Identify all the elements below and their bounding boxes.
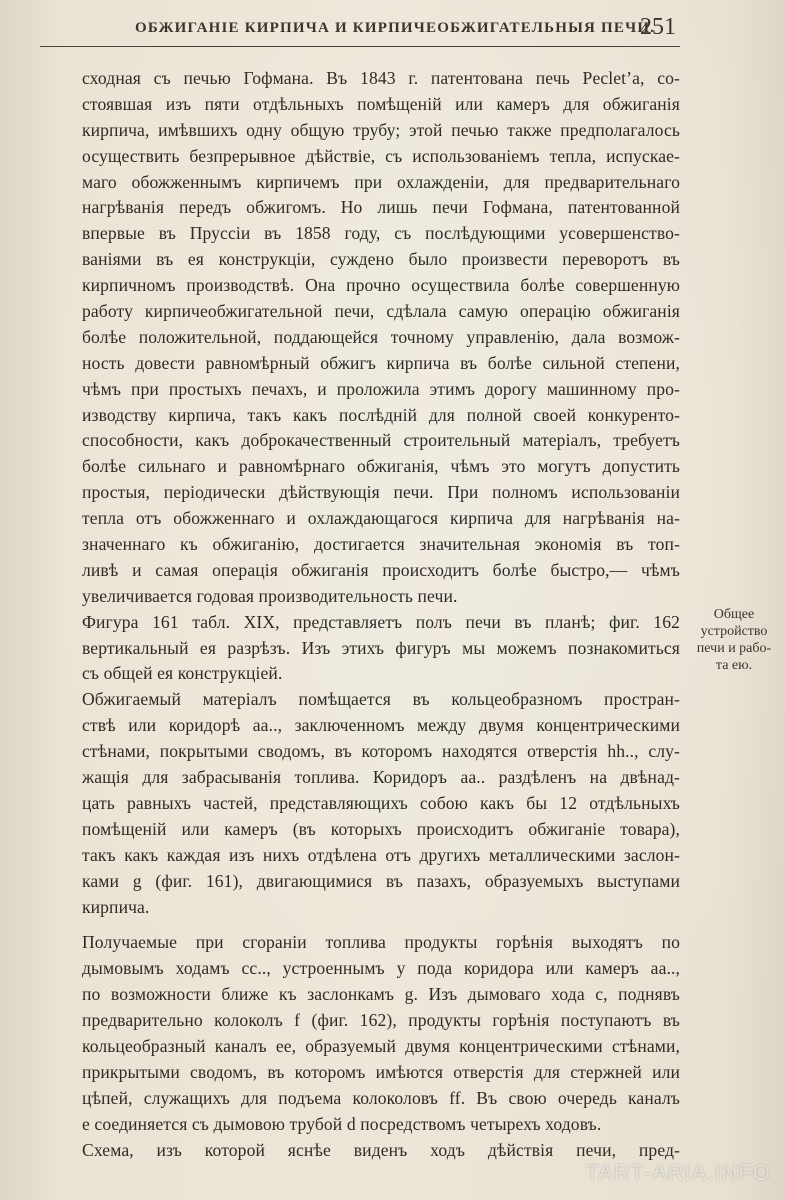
paragraph <box>82 687 680 920</box>
text-line: ваніями въ ея конструкціи, суждено было произвести переворотъ въ <box>82 249 680 270</box>
text-line: вертикальный ея разрѣзъ. Изъ этихъ фигуръ мы можемъ познакомиться <box>82 637 680 658</box>
text-line: такъ какъ каждая изъ нихъ отдѣлена отъ другихъ металлическими заслон- <box>82 844 680 865</box>
text-line: по возможности ближе къ заслонкамъ g. Изъ дымоваго хода c, поднявъ <box>82 984 680 1005</box>
margin-note-line: Общее <box>713 607 755 622</box>
running-header <box>40 12 680 47</box>
text-line: простыя, періодически дѣйствующія печи. При полномъ использованіи <box>82 482 680 503</box>
text-line: впервые въ Пруссіи въ 1858 году, съ послѣдующими усовершенство- <box>82 223 680 244</box>
text-line: стѣнами, покрытыми сводомъ, въ которомъ находятся отверстія hh.., слу- <box>82 741 680 762</box>
margin-note-line: печи и рабо- <box>696 641 772 656</box>
text-line: ствѣ или коридорѣ aa.., заключенномъ между двумя концентрическими <box>82 715 680 736</box>
text-line: значеннаго къ обжиганію, достигается значительная экономія въ топ- <box>82 534 680 555</box>
text-line: ность довести равномѣрный обжигъ кирпича въ болѣе сильной степени, <box>82 352 680 373</box>
text-line: Фигура 161 табл. XIX, представляетъ полъ печи въ планѣ; фиг. 162 <box>82 611 680 632</box>
paragraph <box>82 66 680 610</box>
text-line: нагрѣванія передъ обжигомъ. Но лишь печи Гофмана, патентованной <box>82 197 680 218</box>
text-line: предварительно колоколъ f (фиг. 162), продукты горѣнія поступаютъ въ <box>82 1010 680 1031</box>
text-line: болѣе положительной, поддающейся точному управленію, дала возмож- <box>82 326 680 347</box>
text-line: маго обожженнымъ кирпичемъ при охлажденіи, для предварительнаго <box>82 171 680 192</box>
text-line: кирпича, имѣвшихъ одну общую трубу; этой печью также предполагалось <box>82 119 680 140</box>
text-line: кольцеобразный каналъ ee, образуемый двумя концентрическими стѣнами, <box>82 1035 680 1056</box>
text-line: ливѣ и самая операція обжиганія происходитъ болѣе быстро,— чѣмъ <box>82 559 680 580</box>
text-line: цать равныхъ частей, представляющихъ собою какъ бы 12 отдѣльныхъ <box>82 792 680 813</box>
text-line: цѣпей, служащихъ для подъема колоколовъ ff. Въ свою очередь каналъ <box>82 1087 680 1108</box>
text-line: жащія для забрасыванія топлива. Коридоръ aa.. раздѣленъ на двѣнад- <box>82 767 680 788</box>
watermark: TART-ARIA.INFO <box>585 1160 771 1185</box>
text-line: кирпичномъ производствѣ. Она прочно осуществила болѣе совершенную <box>82 275 680 296</box>
margin-note <box>690 606 778 674</box>
paragraph <box>82 930 680 1137</box>
page-number: 251 <box>640 14 676 40</box>
text-line: болѣе сильнаго и равномѣрнаго обжиганія, чѣмъ это могутъ допустить <box>82 456 680 477</box>
body-text <box>82 66 680 1163</box>
paragraph <box>82 610 680 688</box>
text-line: работу кирпичеобжигательной печи, сдѣлала самую операцію обжиганія <box>82 301 680 322</box>
text-line: Обжигаемый матеріалъ помѣщается въ кольцеобразномъ простран- <box>82 689 680 710</box>
text-line: дымовымъ ходамъ cc.., устроеннымъ у пода коридора или камеръ aa.., <box>82 958 680 979</box>
text-line: тепла отъ обожженнаго и охлаждающагося кирпича для нагрѣванія на- <box>82 508 680 529</box>
text-line: e соединяется съ дымовою трубой d посредствомъ четырехъ ходовъ. <box>82 1113 602 1134</box>
text-line: Схема, изъ которой яснѣе виденъ ходъ дѣйствія печи, пред- <box>82 1139 680 1160</box>
text-line: чѣмъ при простыхъ печахъ, и проложила этимъ дорогу машинному про- <box>82 378 680 399</box>
text-line: кирпича. <box>82 896 150 917</box>
text-line: Получаемые при сгораніи топлива продукты горѣнія выходятъ по <box>82 932 680 953</box>
text-line: помѣщеній или камеръ (въ которыхъ происходитъ обжиганіе товара), <box>82 818 680 839</box>
text-line: прикрытыми сводомъ, въ которомъ имѣются отверстія для стержней или <box>82 1061 680 1082</box>
text-line: способности, какъ доброкачественный строительный матеріалъ, требуетъ <box>82 430 680 451</box>
text-line: сходная съ печью Гофмана. Въ 1843 г. патентована печь Peclet’а, со- <box>82 68 680 88</box>
header-title: ОБЖИГАНІЕ КИРПИЧА И КИРПИЧЕОБЖИГАТЕЛЬНЫЯ ПЕЧИ. <box>135 20 656 36</box>
text-line: ками g (фиг. 161), двигающимися въ пазахъ, образуемыхъ выступами <box>82 870 680 891</box>
text-line: стоявшая изъ пяти отдѣльныхъ помѣщеній или камеръ для обжиганія <box>82 93 680 114</box>
text-line: осуществить безпрерывное дѣйствіе, съ использованіемъ тепла, испускае- <box>82 145 680 166</box>
text-line: увеличивается годовая производительность печи. <box>82 585 458 606</box>
paragraph-gap <box>82 920 680 930</box>
text-line: изводству кирпича, такъ какъ послѣдній для полной своей конкуренто- <box>82 404 680 425</box>
text-line: съ общей ея конструкціей. <box>82 663 283 684</box>
margin-note-line: та ею. <box>715 658 753 673</box>
margin-note-line: устройство <box>700 624 768 639</box>
